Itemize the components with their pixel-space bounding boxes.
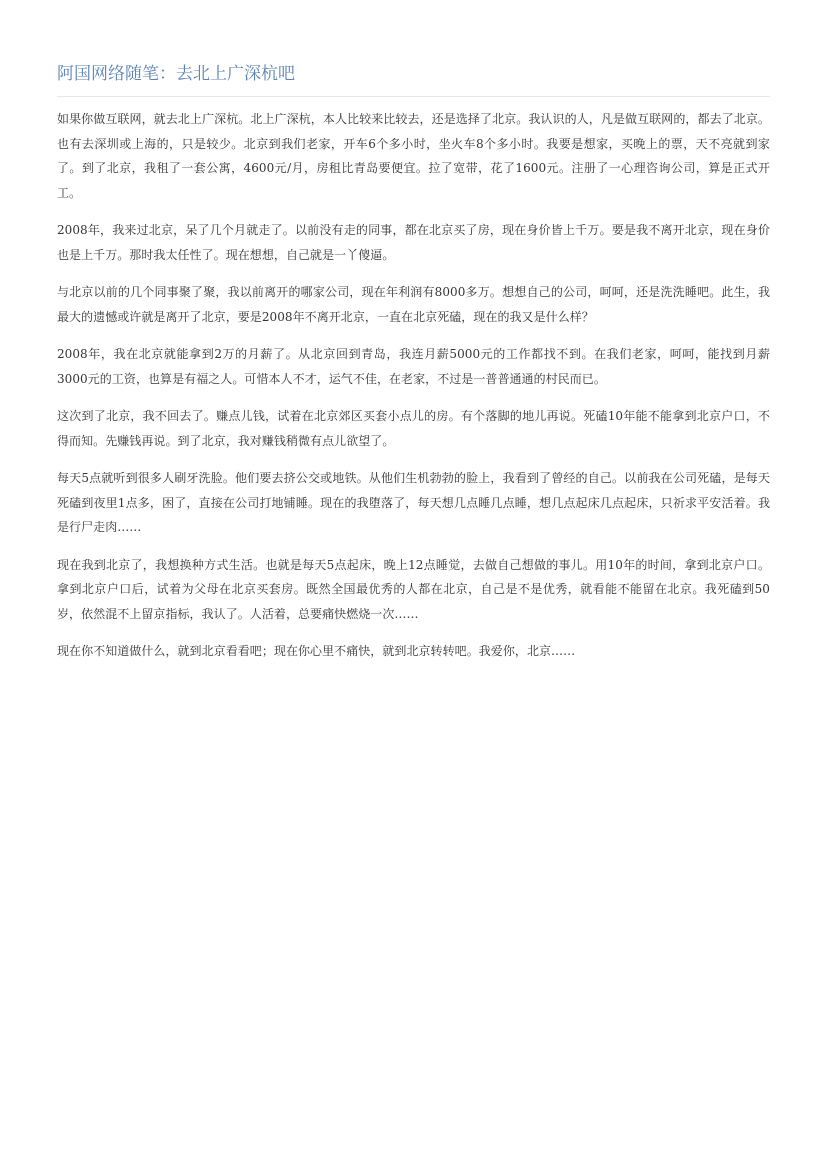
paragraph-6: 每天5点就听到很多人刷牙洗脸。他们要去挤公交或地铁。从他们生机勃勃的脸上，我看到了曾经的自己。以前我在公司死磕，是每天死磕到夜里1点多，困了，直接在公司打地铺睡。现在的我堕落了，每天想几点睡几点睡，想几点起床几点起床，只祈求平安活着。我是行尸走肉…… [57, 471, 770, 534]
article-body [57, 107, 770, 664]
paragraph-7: 现在我到北京了，我想换种方式生活。也就是每天5点起床，晚上12点睡觉，去做自己想做的事儿。用10年的时间，拿到北京户口。拿到北京户口后，试着为父母在北京买套房。既然全国最优秀的人都在北京，自己是不是优秀，就看能不能留在北京。我死磕到50岁，依然混不上留京指标，我认了。人活着，总要痛快燃烧一次…… [57, 557, 770, 621]
paragraph-4: 2008年，我在北京就能拿到2万的月薪了。从北京回到青岛，我连月薪5000元的工作都找不到。在我们老家，呵呵，能找到月薪3000元的工资，也算是有福之人。可惜本人不才，运气不佳，在老家，不过是一普普通通的村民而已。 [57, 347, 770, 386]
paragraph-5: 这次到了北京，我不回去了。赚点儿钱，试着在北京郊区买套小点儿的房。有个落脚的地儿再说。死磕10年能不能拿到北京户口，不得而知。先赚钱再说。到了北京，我对赚钱稍微有点儿欲望了。 [57, 409, 770, 448]
paragraph-2: 2008年，我来过北京，呆了几个月就走了。以前没有走的同事，都在北京买了房，现在身价皆上千万。要是我不离开北京，现在身价也是上千万。那时我太任性了。现在想想，自己就是一丫傻逼。 [57, 223, 770, 262]
article-title: 阿国网络随笔：去北上广深杭吧 [57, 64, 295, 84]
paragraph-8: 现在你不知道做什么，就到北京看看吧；现在你心里不痛快，就到北京转转吧。我爱你，北京…… [57, 644, 576, 658]
title-divider [57, 96, 770, 97]
paragraph-1: 如果你做互联网，就去北上广深杭。北上广深杭，本人比较来比较去，还是选择了北京。我认识的人，凡是做互联网的，都去了北京。也有去深圳或上海的，只是较少。北京到我们老家，开车6个多小时，坐火车8个多小时。我要是想家，买晚上的票，天不亮就到家了。到了北京，我租了一套公寓，4600元/月，房租比青岛要便宜。拉了宽带，花了1600元。注册了一心理咨询公司，算是正式开工。 [57, 112, 770, 200]
paragraph-3: 与北京以前的几个同事聚了聚，我以前离开的哪家公司，现在年利润有8000多万。想想自己的公司，呵呵，还是洗洗睡吧。此生，我最大的遗憾或许就是离开了北京，要是2008年不离开北京，一直在北京死磕，现在的我又是什么样？ [57, 285, 770, 324]
article [57, 60, 770, 677]
